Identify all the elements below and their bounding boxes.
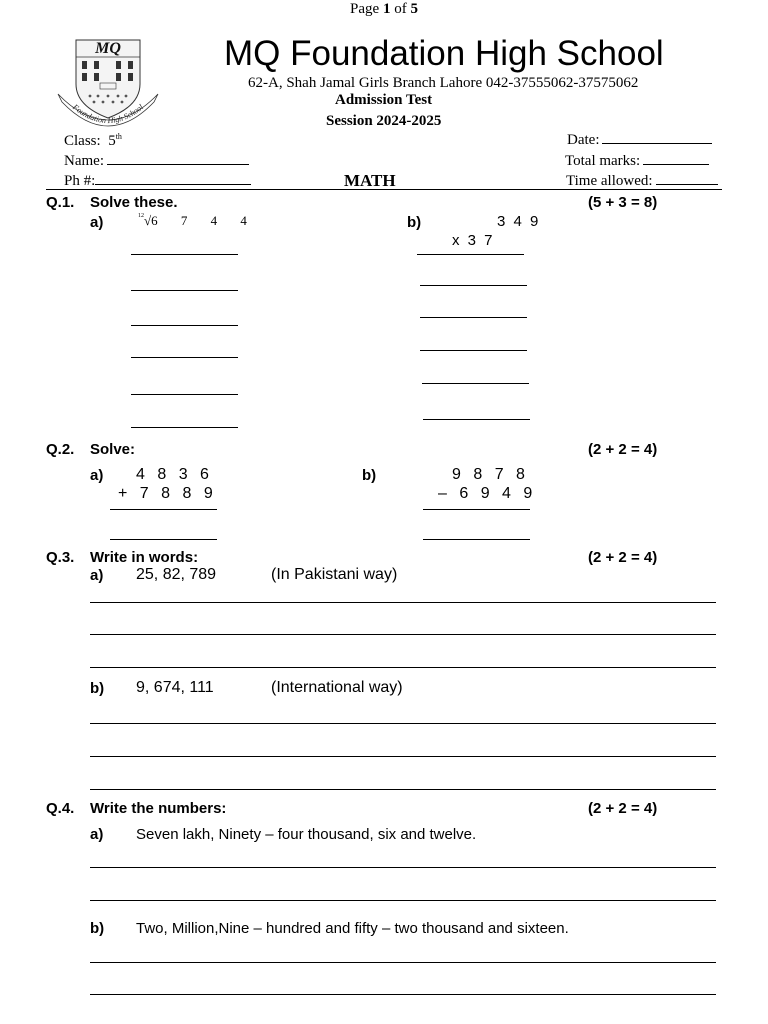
school-logo xyxy=(56,36,160,132)
q1b-label: b) xyxy=(407,214,422,231)
svg-text:MQ: MQ xyxy=(95,40,121,57)
q3a-label: a) xyxy=(90,567,104,584)
q1-title: Solve these. xyxy=(90,194,178,211)
total-marks-blank[interactable] xyxy=(643,163,709,165)
q1a-work-line-4[interactable] xyxy=(131,357,238,358)
q1a-work-line-2[interactable] xyxy=(131,290,238,291)
q1a-label: a) xyxy=(90,214,104,231)
page-of-label: of xyxy=(394,1,407,17)
q3-number: Q.3. xyxy=(46,549,75,566)
time-allowed-field: Time allowed: xyxy=(566,173,718,190)
q3b-answer-line-1[interactable] xyxy=(90,723,716,724)
q4-title: Write the numbers: xyxy=(90,800,227,817)
page-total: 5 xyxy=(410,1,418,17)
q1b-work-line-6[interactable] xyxy=(423,419,530,420)
q1a-work-line-6[interactable] xyxy=(131,427,238,428)
name-field: Name: xyxy=(64,153,249,170)
q4b-label: b) xyxy=(90,920,105,937)
q3a-number: 25, 82, 789 xyxy=(136,566,217,583)
q1a-work-line-3[interactable] xyxy=(131,325,238,326)
q1b-work-line-2[interactable] xyxy=(420,285,527,286)
date-blank[interactable] xyxy=(602,142,712,144)
q2b-top-number: 9 8 7 8 xyxy=(452,466,529,483)
q4b-text: Two, Million,Nine – hundred and fifty – two thousand and sixteen. xyxy=(136,920,569,937)
q3b-note: (International way) xyxy=(271,679,403,696)
class-value: 5 xyxy=(108,133,116,149)
q3-title: Write in words: xyxy=(90,549,199,566)
q1b-work-line-3[interactable] xyxy=(420,317,527,318)
q2b-answer-line[interactable] xyxy=(423,539,530,540)
q3b-answer-line-2[interactable] xyxy=(90,756,716,757)
q4-marks: (2 + 2 = 4) xyxy=(588,800,658,817)
q4a-answer-line-2[interactable] xyxy=(90,900,716,901)
q4a-answer-line-1[interactable] xyxy=(90,867,716,868)
q2a-top-number: 4 8 3 6 xyxy=(136,466,213,483)
q4a-text: Seven lakh, Ninety – four thousand, six and twelve. xyxy=(136,826,477,843)
q2-marks: (2 + 2 = 4) xyxy=(588,441,658,458)
q4b-answer-line-1[interactable] xyxy=(90,962,716,963)
page-label: Page xyxy=(350,1,380,17)
page-number xyxy=(0,1,768,18)
q4b-answer-line-2[interactable] xyxy=(90,994,716,995)
q2b-difference-line[interactable] xyxy=(423,509,530,510)
school-address: 62-A, Shah Jamal Girls Branch Lahore 042-37555062-37575062 xyxy=(248,75,639,91)
q1b-top-number: 3 4 9 xyxy=(497,213,541,230)
q2-title: Solve: xyxy=(90,441,136,458)
subject-title: MATH xyxy=(344,171,396,190)
q3a-note: (In Pakistani way) xyxy=(271,566,398,583)
q2a-bottom-number: + 7 8 8 9 xyxy=(118,485,217,502)
q1a-root-expression: $^{12}$√6 7 4 4 xyxy=(138,213,257,228)
q1b-work-line-5[interactable] xyxy=(422,383,529,384)
school-name: MQ Foundation High School xyxy=(224,34,664,73)
q3b-answer-line-3[interactable] xyxy=(90,789,716,790)
q4-number: Q.4. xyxy=(46,800,75,817)
q3a-answer-line-1[interactable] xyxy=(90,602,716,603)
q4a-label: a) xyxy=(90,826,104,843)
session-title: Session 2024-2025 xyxy=(326,113,442,129)
q1a-work-line-5[interactable] xyxy=(131,394,238,395)
q2a-label: a) xyxy=(90,467,104,484)
q1-marks: (5 + 3 = 8) xyxy=(588,194,658,211)
q3-marks: (2 + 2 = 4) xyxy=(588,549,658,566)
q3b-label: b) xyxy=(90,680,105,697)
q3a-answer-line-2[interactable] xyxy=(90,634,716,635)
q2b-bottom-number: – 6 9 4 9 xyxy=(438,485,537,502)
q3b-number: 9, 674, 111 xyxy=(136,679,214,696)
q1a-work-line-1[interactable] xyxy=(131,254,238,255)
q1b-work-line-1[interactable] xyxy=(417,254,524,255)
name-blank[interactable] xyxy=(107,163,249,165)
q1b-work-line-4[interactable] xyxy=(420,350,527,351)
date-field: Date: xyxy=(567,132,712,149)
svg-text:Foundation High School: Foundation High School xyxy=(70,102,146,126)
q2-number: Q.2. xyxy=(46,441,75,458)
phone-blank[interactable] xyxy=(95,183,251,185)
q3a-answer-line-3[interactable] xyxy=(90,667,716,668)
q1-number: Q.1. xyxy=(46,194,75,211)
q2a-sum-line[interactable] xyxy=(110,509,217,510)
q2b-label: b) xyxy=(362,467,377,484)
test-title: Admission Test xyxy=(335,92,433,108)
time-allowed-blank[interactable] xyxy=(656,183,718,185)
page-current: 1 xyxy=(382,1,391,17)
q1b-multiplier: x 3 7 xyxy=(452,232,495,249)
school-crest-icon xyxy=(56,36,160,132)
header-divider xyxy=(46,189,722,190)
q2a-answer-line[interactable] xyxy=(110,539,217,540)
total-marks-field: Total marks: xyxy=(565,153,709,170)
class-field: Class: 5th xyxy=(64,132,122,149)
phone-field: Ph #: xyxy=(64,173,251,190)
